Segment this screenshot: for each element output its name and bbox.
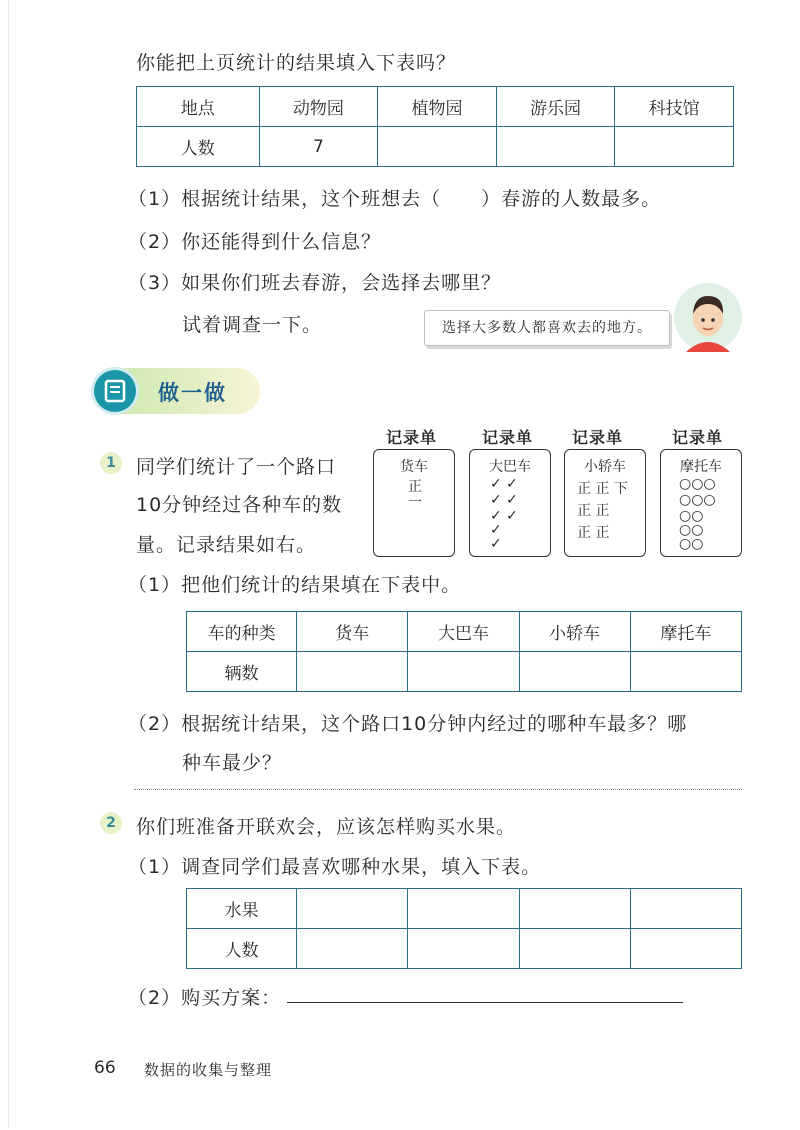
tally-line: ✓ [490,522,502,538]
tally-line: ✓ ✓ [490,508,518,524]
speech-bubble: 选择大多数人都喜欢去的地方。 [424,310,670,346]
question-3: （3）如果你们班去春游，会选择去哪里？ [128,272,502,294]
exercise-2-text: 你们班准备开联欢会，应该怎样购买水果。 [136,816,517,838]
pencil-note-icon [94,370,136,412]
exercise-1-sub2: （2）根据统计结果，这个路口10分钟内经过的哪种车最多？哪 [128,713,688,735]
record-sheet-motorcycle [660,449,742,557]
tally-line: ○○ [679,522,704,538]
question-3-followup: 试着调查一下。 [182,314,323,336]
record-sheet-head: 摩托车 [680,459,722,475]
table-fruits [186,888,742,969]
exercise-2-sub1: （1）调查同学们最喜欢哪种水果，填入下表。 [128,856,542,878]
question-2: （2）你还能得到什么信息？ [128,231,382,253]
table-cell: 植物园 [378,87,497,127]
tally-line: 正 正 [577,503,610,519]
intro-text: 你能把上页统计的结果填入下表吗？ [136,52,457,74]
tally-line: 正 正 下 [577,481,628,497]
exercise-1-line: 10分钟经过各种车的数 [136,494,343,516]
tally-line: ○○○ [679,476,716,492]
record-sheet-bus [469,449,551,557]
exercise-1-sub2-cont: 种车最少？ [182,752,283,774]
record-sheet-head: 小轿车 [584,459,626,475]
table-cell[interactable] [297,652,408,692]
table-cell[interactable] [630,652,741,692]
divider [134,789,742,790]
exercise-number-badge: 1 [100,452,122,474]
table-cell[interactable] [630,889,741,929]
tally-line: 一 [408,495,422,511]
record-sheet-title: 记录单 [672,428,724,447]
table-cell: 货车 [297,612,408,652]
chapter-title: 数据的收集与整理 [144,1061,273,1079]
exercise-1-line: 同学们统计了一个路口 [136,456,337,478]
table-cell: 大巴车 [408,612,519,652]
exercise-number-badge: 2 [100,812,122,834]
exercise-1-sub1: （1）把他们统计的结果填在下表中。 [128,574,462,596]
table-cell[interactable] [408,929,519,969]
question-1: （1）根据统计结果，这个班想去（ ）春游的人数最多。 [128,188,662,210]
record-sheet-title: 记录单 [482,428,534,447]
record-sheet-truck [373,449,455,557]
table-cell[interactable] [378,127,497,167]
table-cell[interactable] [519,929,630,969]
table-cell: 科技馆 [615,87,734,127]
tally-line: 正 正 [577,525,610,541]
table-cell: 地点 [137,87,260,127]
table-destinations [136,86,734,167]
table-cell[interactable] [408,889,519,929]
section-title: 做一做 [158,381,227,405]
table-cell: 辆数 [187,652,297,692]
table-cell[interactable] [297,889,408,929]
table-cell[interactable] [496,127,615,167]
tally-line: ✓ ✓ [490,476,518,492]
record-sheet-head: 货车 [400,459,428,475]
tally-line: ○○○ [679,492,716,508]
page-number: 66 [94,1058,116,1078]
record-sheet-car [564,449,646,557]
table-cell[interactable] [615,127,734,167]
table-cell: 游乐园 [496,87,615,127]
table-cell: 摩托车 [630,612,741,652]
table-cell: 人数 [137,127,260,167]
answer-line[interactable] [287,1002,683,1003]
tally-line: 正 [408,479,422,495]
tally-line: ✓ ✓ [490,492,518,508]
table-cell[interactable] [519,652,630,692]
tally-line: ✓ [490,536,502,552]
table-cell: 水果 [187,889,297,929]
table-cell: 车的种类 [187,612,297,652]
table-cell: 7 [259,127,378,167]
table-vehicles [186,611,742,692]
table-cell[interactable] [630,929,741,969]
tally-line: ○○ [679,508,704,524]
tally-line: ○○ [679,536,704,552]
table-cell: 人数 [187,929,297,969]
record-sheet-head: 大巴车 [489,459,531,475]
record-sheet-title: 记录单 [386,428,438,447]
table-cell[interactable] [519,889,630,929]
table-cell[interactable] [297,929,408,969]
child-avatar [672,282,744,352]
table-cell: 动物园 [259,87,378,127]
table-cell[interactable] [408,652,519,692]
exercise-2-sub2: （2）购买方案： [128,987,282,1009]
record-sheet-title: 记录单 [572,428,624,447]
exercise-1-line: 量。记录结果如右。 [136,534,317,556]
table-cell: 小轿车 [519,612,630,652]
